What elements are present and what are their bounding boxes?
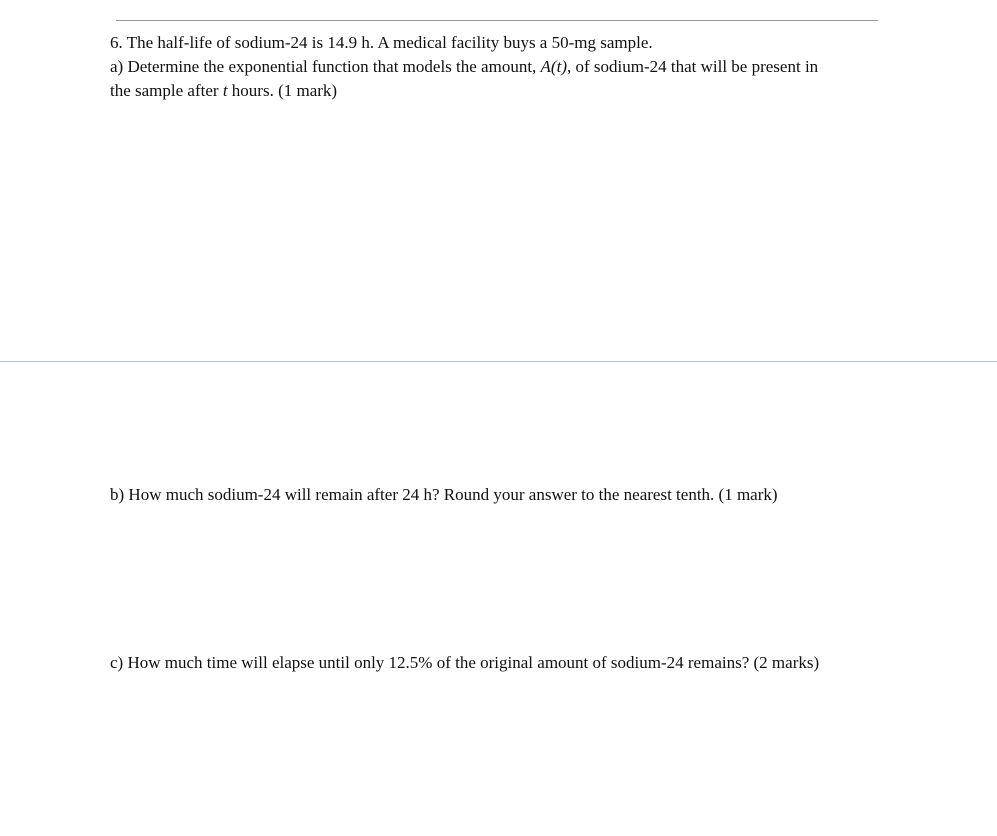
part-a-variable-t: t bbox=[222, 81, 228, 100]
question-stem bbox=[110, 31, 653, 55]
part-a-function-symbol: A(t) bbox=[540, 57, 567, 76]
part-a-text-2: , of sodium-24 that will be present in bbox=[566, 57, 819, 76]
part-a-line-2 bbox=[110, 79, 337, 103]
part-c bbox=[110, 651, 819, 675]
part-c-text: c) How much time will elapse until only 12.5% of the original amount of sodium-24 remains? (2 marks) bbox=[110, 653, 820, 672]
part-b bbox=[110, 483, 778, 507]
part-a-line-1 bbox=[110, 55, 818, 79]
question-stem-text: 6. The half-life of sodium-24 is 14.9 h. A medical facility buys a 50-mg sample. bbox=[110, 33, 653, 52]
part-a-text-3: the sample after bbox=[110, 81, 223, 100]
part-a-text-4: hours. (1 mark) bbox=[227, 81, 338, 100]
part-b-text: b) How much sodium-24 will remain after 24 h? Round your answer to the nearest tenth. (1 mark) bbox=[110, 485, 778, 504]
top-divider bbox=[116, 20, 878, 21]
part-a-text-1: a) Determine the exponential function that models the amount, bbox=[110, 57, 541, 76]
section-divider bbox=[0, 361, 997, 362]
